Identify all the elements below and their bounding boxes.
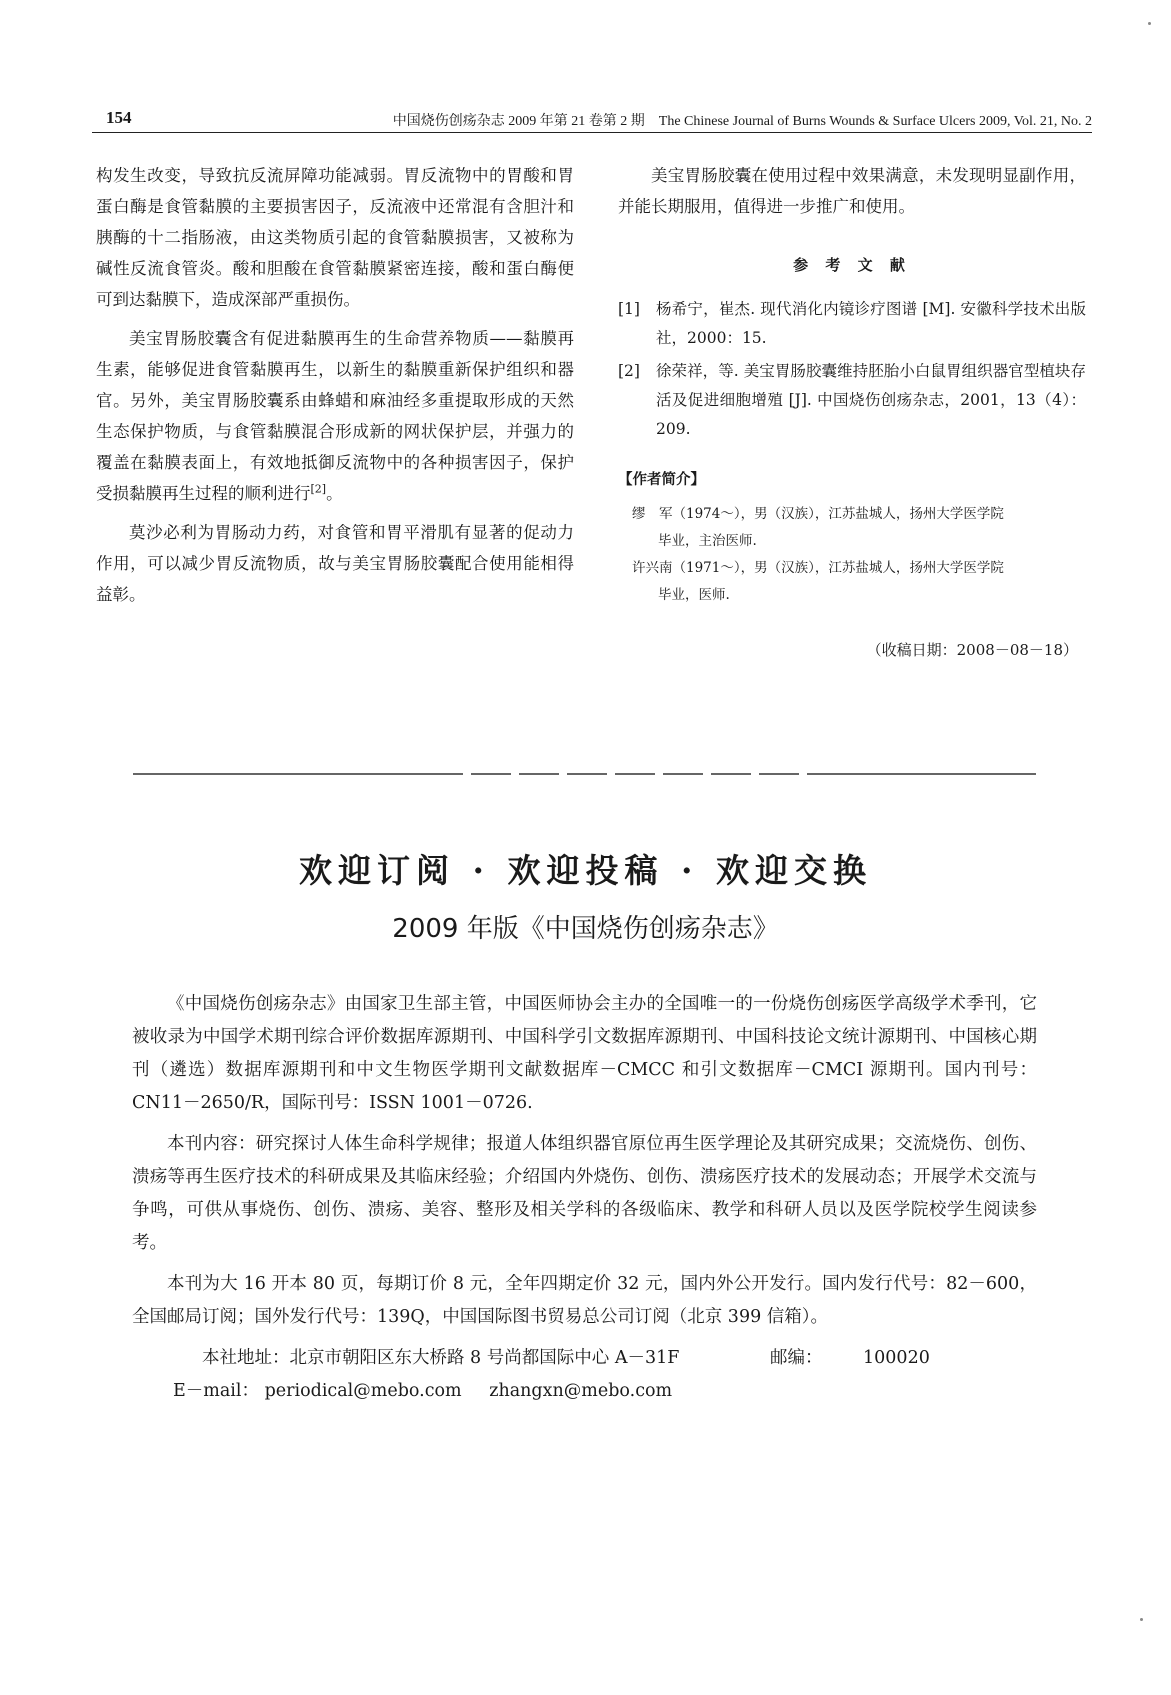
author-bio-line: 毕业，主治医师. [658,533,757,549]
right-column [618,160,1086,666]
notice-title: 欢迎订阅 · 欢迎投稿 · 欢迎交换 [299,851,872,890]
notice-paragraph: 《中国烧伤创疡杂志》由国家卫生部主管，中国医师协会主办的全国唯一的一份烧伤创疡医学高级学术季刊，它被收录为中国学术期刊综合评价数据库源期刊、中国科学引文数据库源期刊、中国科技论文统计源期刊、中国核心期刊（遴选）数据库源期刊和中文生物医学期刊文献数据库－CMCC 和引文数据库－CMCI 源期刊。国内刊号：CN11－2650/R，国际刊号：ISSN 1001－0726. [132,994,1037,1113]
publisher-address: 本社地址：北京市朝阳区东大桥路 8 号尚都国际中心 A－31F [202,1348,680,1368]
email-address-2: zhangxn@mebo.com [489,1381,673,1401]
left-paragraph-2-text: 美宝胃肠胶囊含有促进黏膜再生的生命营养物质——黏膜再生素，能够促进食管黏膜再生，以新生的黏膜重新保护组织和器官。另外，美宝胃肠胶囊系由蜂蜡和麻油经多重提取形成的天然生态保护物质，与食管黏膜混合形成新的网状保护层，并强力的覆盖在黏膜表面上，有效地抵御反流物中的各种损害因子，保护受损黏膜再生过程的顺利进行 [96,329,574,503]
citation-2: [2] [310,482,327,496]
scan-speck [1140,1618,1143,1621]
journal-running-title: 中国烧伤创疡杂志 2009 年第 21 卷第 2 期 The Chinese Journal of Burns Wounds & Surface Ulcers 2009, Vol. 21, No. 2 [392,114,1092,129]
notice-paragraph: 本刊为大 16 开本 80 页，每期订价 8 元，全年四期定价 32 元，国内外公开发行。国内发行代号：82－600，全国邮局订阅；国外发行代号：139Q，中国国际图书贸易总公司订阅（北京 399 信箱）。 [132,1274,1037,1327]
running-head [92,108,1092,133]
left-paragraph-2-end: 。 [326,484,343,503]
section-divider [133,773,1036,775]
author-bio [618,501,1086,555]
left-paragraph-2 [96,323,574,509]
reference-item [618,295,1086,353]
left-paragraph-3: 莫沙必利为胃肠动力药，对食管和胃平滑肌有显著的促动力作用，可以减少胃反流物质，故与美宝胃肠胶囊配合使用能相得益彰。 [96,523,574,604]
postcode-label: 邮编： [769,1348,823,1368]
reference-text: 杨希宁，崔杰. 现代消化内镜诊疗图谱 [M]. 安徽科学技术出版社，2000：15. [656,300,1086,347]
author-bio-line: 毕业，医师. [658,587,730,603]
left-paragraph-1: 构发生改变，导致抗反流屏障功能减弱。胃反流物中的胃酸和胃蛋白酶是食管黏膜的主要损害因子，反流液中还常混有含胆汁和胰酶的十二指肠液，由这类物质引起的食管黏膜损害，又被称为碱性反流食管炎。酸和胆酸在食管黏膜紧密连接，酸和蛋白酶便可到达黏膜下，造成深部严重损伤。 [96,166,574,309]
left-column [96,160,574,618]
notice-subtitle: 2009 年版《中国烧伤创疡杂志》 [392,914,779,944]
right-paragraph-1: 美宝胃肠胶囊在使用过程中效果满意，未发现明显副作用，并能长期服用，值得进一步推广和使用。 [618,166,1086,216]
reference-text: 徐荣祥，等. 美宝胃肠胶囊维持胚胎小白鼠胃组织器官型植块存活及促进细胞增殖 [J]. 中国烧伤创疡杂志，2001，13（4）：209. [656,362,1086,438]
email-line [132,1375,1037,1408]
postcode-value: 100020 [863,1348,930,1368]
notice-body [132,988,1037,1408]
notice-paragraph: 本刊内容：研究探讨人体生命科学规律；报道人体组织器官原位再生医学理论及其研究成果；交流烧伤、创伤、溃疡等再生医疗技术的科研成果及其临床经验；介绍国内外烧伤、创伤、溃疡医疗技术的发展动态；开展学术交流与争鸣，可供从事烧伤、创伤、溃疡、美容、整形及相关学科的各级临床、教学和科研人员以及医学院校学生阅读参考。 [132,1134,1037,1253]
author-bio-line: 许兴南（1971～），男（汉族），江苏盐城人，扬州大学医学院 [632,560,1004,576]
author-intro-title: 【作者简介】 [618,471,705,488]
page-number: 154 [106,108,132,127]
author-bio [618,555,1086,609]
author-bio-line: 缪 军（1974～），男（汉族），江苏盐城人，扬州大学医学院 [632,506,1004,522]
address-line [132,1342,1037,1375]
email-label: E－mail： [173,1381,259,1401]
email-address-1: periodical@mebo.com [264,1381,462,1401]
references-title: 参 考 文 献 [793,256,911,274]
reference-number: [1] [618,300,640,318]
reference-number: [2] [618,362,640,380]
reference-item [618,357,1086,444]
scan-speck [1148,22,1151,25]
received-date: （收稿日期：2008－08－18） [866,641,1078,659]
